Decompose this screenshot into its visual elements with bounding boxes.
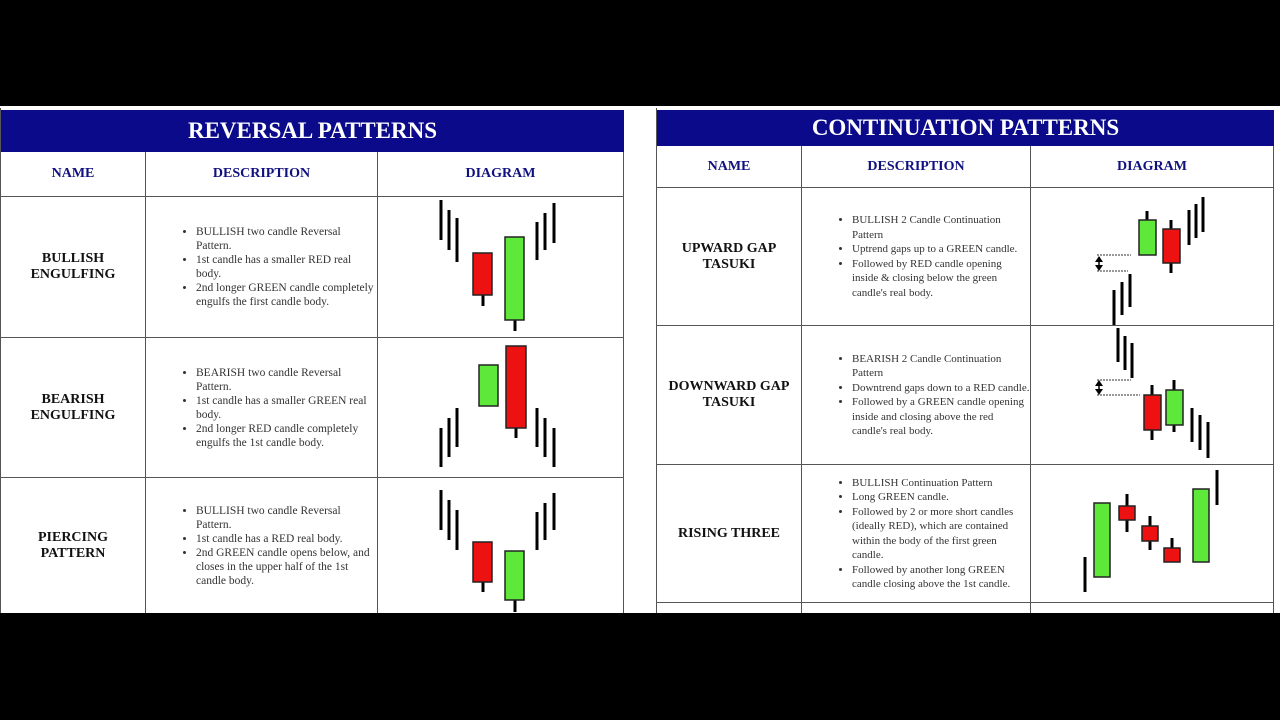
header-diagram: DIAGRAM: [1031, 146, 1274, 188]
green-candle: [479, 365, 498, 406]
bullet: • Followed by 2 or more short candles (ideally RED), which are contained within the body of the first green candle.: [852, 505, 1030, 563]
bullet: • BEARISH 2 Candle Continuation Pattern: [852, 352, 1030, 381]
red-candle: [473, 542, 492, 582]
pattern-name: BEARISH ENGULFING: [1, 338, 146, 478]
green-candle: [505, 237, 524, 320]
bullet: • Long GREEN candle.: [852, 490, 1030, 505]
bullet: • Uptrend gaps up to a GREEN candle.: [852, 242, 1030, 257]
red-candle: [506, 346, 526, 428]
header-description: DESCRIPTION: [802, 146, 1031, 188]
candle-bodies: [473, 220, 1209, 600]
header-name: NAME: [657, 146, 802, 188]
green-candle: [1139, 220, 1156, 255]
green-candle: [1094, 503, 1110, 577]
green-candle: [1166, 390, 1183, 425]
header-description: DESCRIPTION: [146, 152, 378, 197]
bullet: • BULLISH Continuation Pattern: [852, 476, 1030, 491]
bullet: • BULLISH 2 Candle Continuation Pattern: [852, 213, 1030, 242]
red-candle: [1142, 526, 1158, 541]
bullet: • Followed by RED candle opening inside & closing below the green candle's real body.: [852, 257, 1030, 301]
header-diagram: DIAGRAM: [378, 152, 624, 197]
pattern-name: DOWNWARD GAP TASUKI: [657, 326, 802, 465]
gap-markers: [1097, 255, 1140, 395]
bullet: • Downtrend gaps down to a RED candle.: [852, 381, 1030, 396]
bullet: • Followed by a GREEN candle opening inside and closing above the red candle's real body.: [852, 395, 1030, 439]
bullet: • BULLISH two candle Reversal Pattern.: [196, 504, 377, 532]
bullet: • 1st candle has a smaller RED real body.: [196, 253, 377, 281]
bullet: • BULLISH two candle Reversal Pattern.: [196, 225, 377, 253]
green-candle: [505, 551, 524, 600]
header-name: NAME: [1, 152, 146, 197]
red-candle: [473, 253, 492, 295]
gap-arrow-icon: [1095, 256, 1103, 395]
pattern-name: BULLISH ENGULFING: [1, 197, 146, 338]
pattern-name: UPWARD GAP TASUKI: [657, 188, 802, 326]
table-title: CONTINUATION PATTERNS: [657, 110, 1274, 146]
red-candle: [1164, 548, 1180, 562]
bullet: • Followed by another long GREEN candle closing above the 1st candle.: [852, 563, 1030, 592]
table-title: REVERSAL PATTERNS: [1, 110, 624, 152]
bullet: • 2nd longer GREEN candle completely engulfs the first candle body.: [196, 281, 377, 309]
bullet: • 2nd longer RED candle completely engulfs the 1st candle body.: [196, 422, 377, 450]
pattern-name: RISING THREE: [657, 465, 802, 603]
pattern-name: PIERCING PATTERN: [1, 478, 146, 613]
red-candle: [1144, 395, 1161, 430]
red-candle: [1163, 229, 1180, 263]
bullet: • BEARISH two candle Reversal Pattern.: [196, 366, 377, 394]
red-candle: [1119, 506, 1135, 520]
bullet: • 1st candle has a RED real body.: [196, 532, 377, 546]
bullet: • 2nd GREEN candle opens below, and closes in the upper half of the 1st candle body.: [196, 546, 377, 588]
green-candle: [1193, 489, 1209, 562]
bullet: • 1st candle has a smaller GREEN real body.: [196, 394, 377, 422]
